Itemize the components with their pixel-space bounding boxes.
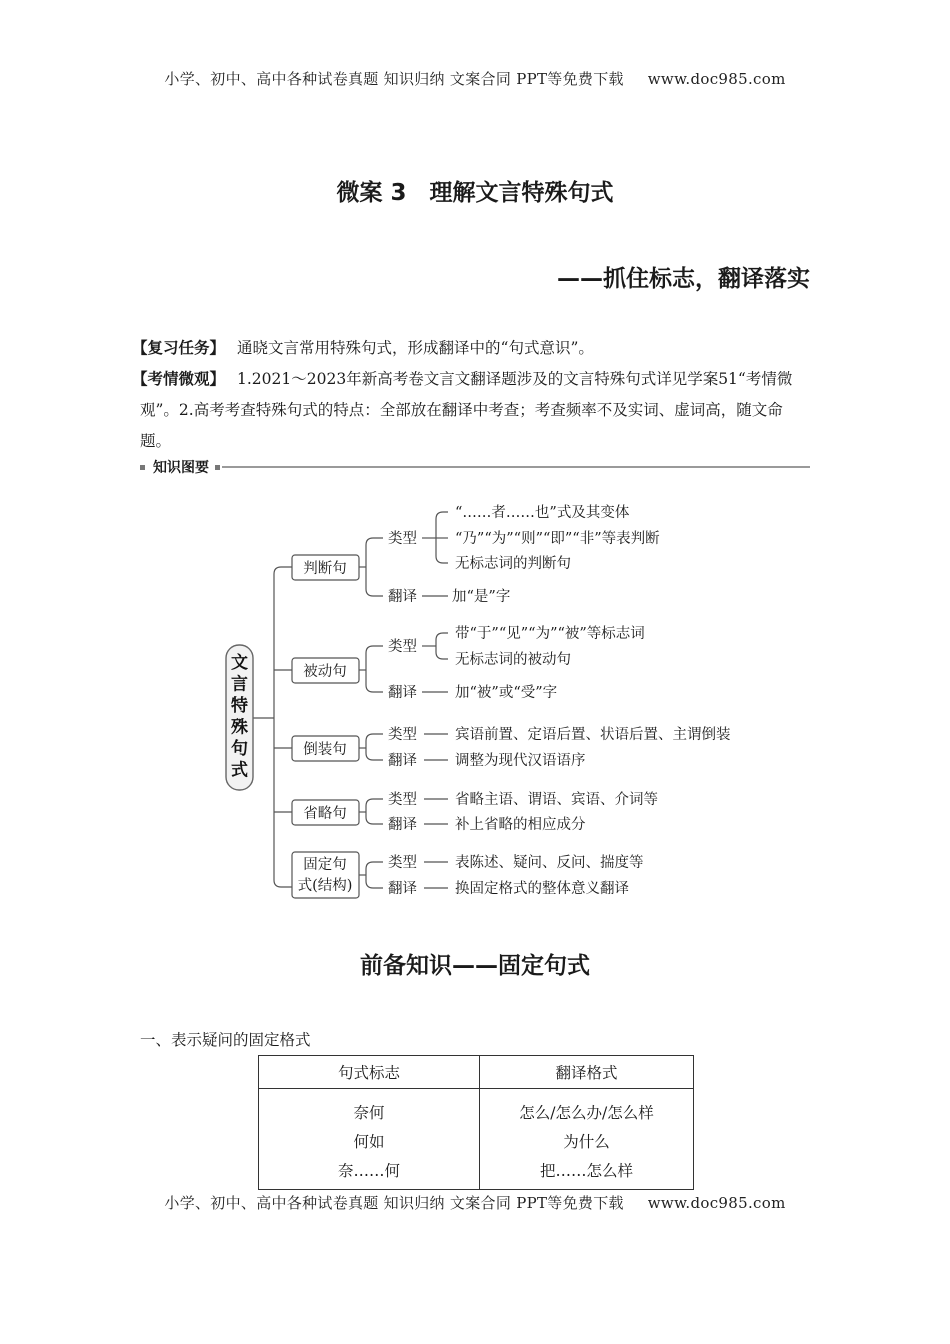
branch-fixed-line1: 固定句	[303, 857, 347, 873]
type-item: 带“于”“见”“为”“被”等标志词	[455, 626, 645, 642]
branch-fixed-line2: 式(结构)	[297, 878, 353, 894]
footer-left-text: 小学、初中、高中各种试卷真题 知识归纳 文案合同 PPT等免费下载	[164, 1194, 624, 1212]
page-title: 微案 3 理解文言特殊句式	[336, 180, 614, 206]
exam-label: 【考情微观】	[132, 370, 226, 388]
branch-judgment: 判断句	[303, 561, 347, 577]
trans-label: 翻译	[388, 685, 417, 701]
exam-text: 1.2021～2023年新高考卷文言文翻译题涉及的文言特殊句式详见学案51“考情微观”。2.高考考查特殊句式的特点：全部放在翻译中考查；考查频率不及实词、虚词高，随文命题。	[140, 370, 793, 450]
table-cell-line: 奈……何	[337, 1162, 400, 1180]
table-header-cell: 翻译格式	[480, 1056, 694, 1089]
branch-inversion: 倒装句	[303, 742, 347, 758]
table-cell-line: 怎么/怎么办/怎么样	[519, 1104, 654, 1122]
fixed-format-table	[258, 1055, 694, 1190]
trans-item: 换固定格式的整体意义翻译	[455, 881, 629, 897]
root-char: 殊	[231, 717, 248, 738]
root-char: 特	[231, 696, 248, 716]
root-char: 句	[231, 739, 248, 759]
type-item: “乃”“为”“则”“即”“非”等表判断	[455, 531, 660, 547]
table-cell-line: 把……怎么样	[539, 1162, 633, 1180]
type-label: 类型	[388, 792, 417, 808]
type-item: 省略主语、谓语、宾语、介词等	[455, 792, 658, 808]
type-item: 无标志词的被动句	[455, 652, 571, 668]
table-cell-line: 奈何	[353, 1104, 385, 1122]
review-text: 通晓文言常用特殊句式，形成翻译中的“句式意识”。	[237, 339, 594, 357]
type-label: 类型	[388, 727, 417, 743]
type-item: 无标志词的判断句	[455, 556, 571, 572]
trans-item: 补上省略的相应成分	[455, 817, 586, 833]
table-cell-translations	[480, 1089, 694, 1190]
page-footer	[0, 1192, 950, 1213]
table-row	[259, 1089, 694, 1190]
type-label: 类型	[388, 531, 417, 547]
root-char: 言	[231, 674, 248, 695]
type-label: 类型	[388, 639, 417, 655]
branch-omission: 省略句	[303, 806, 347, 822]
review-label: 【复习任务】	[132, 339, 226, 357]
trans-label: 翻译	[388, 753, 417, 769]
trans-item: 加“是”字	[452, 589, 511, 605]
section-label: 知识图要	[153, 460, 209, 476]
type-item: 表陈述、疑问、反问、揣度等	[455, 855, 644, 871]
table-cell-markers	[259, 1089, 480, 1190]
mind-map-root	[226, 645, 253, 790]
table-cell-line: 何如	[353, 1133, 385, 1151]
table-cell-line: 为什么	[563, 1133, 610, 1151]
type-item: 宾语前置、定语后置、状语后置、主谓倒装	[455, 727, 731, 743]
section-heading: 前备知识——固定句式	[360, 953, 590, 979]
footer-url[interactable]: www.doc985.com	[647, 1194, 786, 1212]
root-char: 式	[231, 760, 248, 781]
header-url[interactable]: www.doc985.com	[647, 70, 786, 88]
page-subtitle: ——抓住标志，翻译落实	[557, 266, 810, 292]
root-char: 文	[231, 653, 248, 673]
header-left-text: 小学、初中、高中各种试卷真题 知识归纳 文案合同 PPT等免费下载	[164, 70, 624, 88]
trans-item: 调整为现代汉语语序	[455, 753, 586, 769]
trans-label: 翻译	[388, 817, 417, 833]
type-item: “……者……也”式及其变体	[455, 505, 630, 521]
subsection-heading: 一、表示疑问的固定格式	[140, 1031, 311, 1049]
branch-passive: 被动句	[303, 664, 347, 680]
trans-item: 加“被”或“受”字	[455, 685, 558, 701]
table-header-cell: 句式标志	[259, 1056, 480, 1089]
type-label: 类型	[388, 855, 417, 871]
table-header-row	[259, 1056, 694, 1089]
trans-label: 翻译	[388, 881, 417, 897]
trans-label: 翻译	[388, 589, 417, 605]
